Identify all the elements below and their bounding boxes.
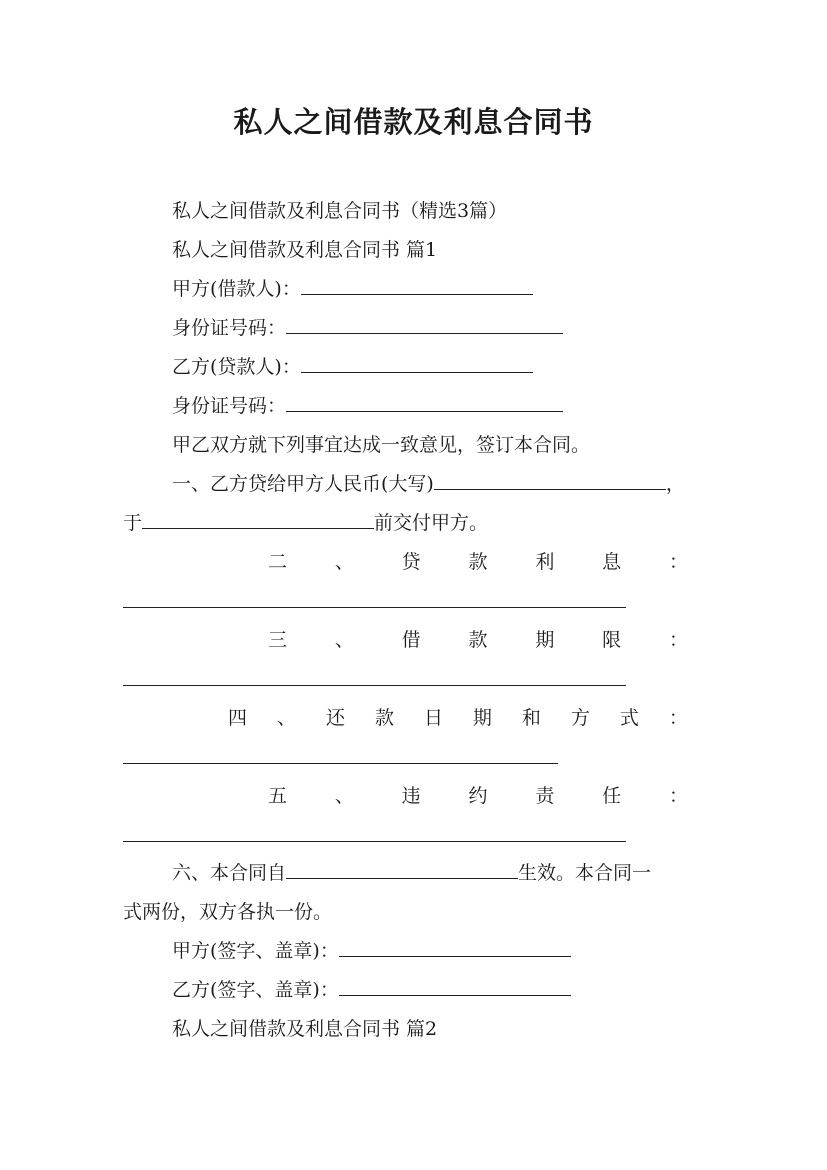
sign-a-blank[interactable] <box>339 938 571 957</box>
part2-heading: 私人之间借款及利息合同书 篇2 <box>172 1018 438 1040</box>
id-a-row <box>172 315 563 341</box>
char: 期 <box>472 707 492 729</box>
char: 五 <box>268 785 288 807</box>
clause4-blank[interactable] <box>123 762 558 764</box>
party-b-label: 乙方(贷款人)： <box>172 356 301 378</box>
clause6-row <box>172 860 651 886</box>
amount-blank[interactable] <box>434 471 666 490</box>
char: 日 <box>423 707 443 729</box>
party-b-row <box>172 354 533 380</box>
clause4-heading <box>228 705 688 731</box>
char: 、 <box>276 707 296 729</box>
intro-line: 私人之间借款及利息合同书（精选3篇） <box>172 200 508 222</box>
clause3-heading <box>268 627 688 653</box>
char: 、 <box>334 785 354 807</box>
document-title: 私人之间借款及利息合同书 <box>233 105 594 139</box>
clause3-blank[interactable] <box>123 684 626 686</box>
char: 责 <box>535 785 555 807</box>
char: 款 <box>468 629 488 651</box>
char: ： <box>668 629 688 651</box>
char: 款 <box>374 707 394 729</box>
char: 三 <box>268 629 288 651</box>
sign-a-label: 甲方(签字、盖章)： <box>172 940 339 962</box>
id-b-label: 身份证号码： <box>172 395 287 417</box>
clause5-heading <box>268 783 688 809</box>
date-blank[interactable] <box>142 510 374 529</box>
char: 、 <box>334 629 354 651</box>
clause1-comma: ， <box>665 473 685 495</box>
clause2-heading <box>268 549 688 575</box>
clause6-end: 生效。本合同一 <box>518 862 652 884</box>
char: 约 <box>468 785 488 807</box>
clause1-row2 <box>123 510 488 536</box>
char: 款 <box>468 551 488 573</box>
party-a-row <box>172 276 533 302</box>
char: 、 <box>334 551 354 573</box>
clause1-yu: 于 <box>123 512 143 534</box>
char: 借 <box>401 629 421 651</box>
char: 任 <box>602 785 622 807</box>
char: 和 <box>521 707 541 729</box>
char: 二 <box>268 551 288 573</box>
part1-heading: 私人之间借款及利息合同书 篇1 <box>172 239 438 261</box>
agreement-line: 甲乙双方就下列事宜达成一致意见，签订本合同。 <box>172 434 591 456</box>
clause5-blank[interactable] <box>123 840 626 842</box>
char: 式 <box>619 707 639 729</box>
clause1-end: 前交付甲方。 <box>374 512 489 534</box>
effective-blank[interactable] <box>286 860 518 879</box>
char: 利 <box>535 551 555 573</box>
clause2-blank[interactable] <box>123 606 626 608</box>
char: ： <box>668 785 688 807</box>
sign-b-blank[interactable] <box>339 977 571 996</box>
sign-b-label: 乙方(签字、盖章)： <box>172 979 339 1001</box>
party-a-label: 甲方(借款人)： <box>172 278 301 300</box>
clause1-start: 一、乙方贷给甲方人民币(大写) <box>172 473 434 495</box>
char: 贷 <box>401 551 421 573</box>
clause6-start: 六、本合同自 <box>172 862 287 884</box>
char: 限 <box>602 629 622 651</box>
party-a-blank[interactable] <box>301 276 533 295</box>
char: ： <box>668 707 688 729</box>
id-b-row <box>172 393 563 419</box>
sign-b-row <box>172 977 571 1003</box>
char: 违 <box>401 785 421 807</box>
char: 还 <box>325 707 345 729</box>
char: 期 <box>535 629 555 651</box>
id-a-blank[interactable] <box>286 315 563 334</box>
char: ： <box>668 551 688 573</box>
id-b-blank[interactable] <box>286 393 563 412</box>
sign-a-row <box>172 938 571 964</box>
clause6-cont: 式两份，双方各执一份。 <box>123 901 333 923</box>
id-a-label: 身份证号码： <box>172 317 287 339</box>
clause1-row <box>172 471 685 497</box>
party-b-blank[interactable] <box>301 354 533 373</box>
char: 息 <box>602 551 622 573</box>
char: 四 <box>228 707 248 729</box>
char: 方 <box>570 707 590 729</box>
